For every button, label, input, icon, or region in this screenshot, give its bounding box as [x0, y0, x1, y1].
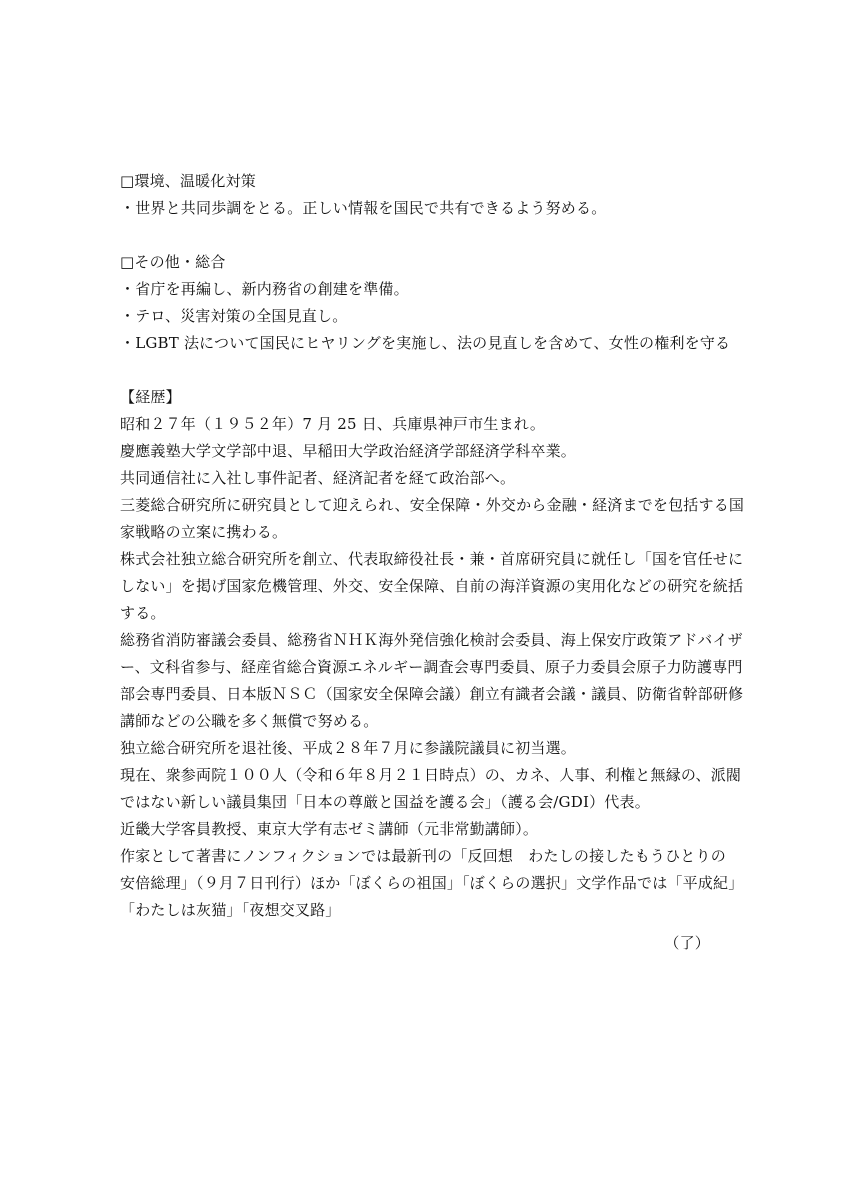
career-line: 慶應義塾大学文学部中退、早稲田大学政治経済学部経済学科卒業。: [120, 442, 577, 460]
career-line: ではない新しい議員集団「日本の尊厳と国益を護る会」（護る会/GDI）代表。: [120, 793, 650, 811]
career-line: 独立総合研究所を退社後、平成２８年７月に参議院議員に初当選。: [120, 739, 577, 757]
blank-line: [120, 222, 732, 249]
list-item: ・テロ、災害対策の全国見直し。: [120, 307, 348, 325]
career-line: 株式会社独立総合研究所を創立、代表取締役社長・兼・首席研究員に就任し「国を官任せに: [120, 550, 744, 568]
career-line: 三菱総合研究所に研究員として迎えられ、安全保障・外交から金融・経済までを包括する国: [120, 496, 745, 514]
list-item: ・世界と共同歩調をとる。正しい情報を国民で共有できるよう努める。: [120, 199, 607, 217]
career-line: 近畿大学客員教授、東京大学有志ゼミ講師（元非常勤講師）。: [120, 820, 539, 838]
career-line: 共同通信社に入社し事件記者、経済記者を経て政治部へ。: [120, 469, 516, 487]
career-line: 作家として著書にノンフィクションでは最新刊の「反回想 わたしの接したもうひとりの: [120, 847, 726, 865]
career-line: 安倍総理」（９月７日刊行）ほか「ぼくらの祖国」「ぼくらの選択」文学作品では「平成紀」: [120, 874, 744, 892]
career-line: 部会専門委員、日本版ＮＳＣ（国家安全保障会議）創立有識者会議・議員、防衛省幹部研修: [120, 685, 744, 703]
section-heading-environment: □環境、温暖化対策: [120, 172, 256, 190]
career-line: する。: [120, 604, 166, 622]
career-line: しない」を掲げ国家危機管理、外交、安全保障、自前の海洋資源の実用化などの研究を統括: [120, 577, 744, 595]
list-item: ・省庁を再編し、新内務省の創建を準備。: [120, 280, 409, 298]
document-body: [120, 168, 745, 957]
section-heading-other: □その他・総合: [120, 253, 226, 271]
career-line: 現在、衆参両院１００人（令和６年８月２１日時点）の、カネ、人事、利権と無縁の、派閥: [120, 766, 742, 784]
career-line: 家戦略の立案に携わる。: [120, 523, 288, 541]
section-heading-career: 【経歴】: [120, 388, 181, 406]
blank-line: [120, 357, 732, 384]
career-line: 昭和２７年（１９５２年）7 月 25 日、兵庫県神戸市生まれ。: [120, 415, 546, 433]
career-line: 講師などの公職を多く無償で努める。: [120, 712, 379, 730]
closing-mark: （了）: [664, 934, 710, 952]
list-item: ・LGBT 法について国民にヒヤリングを実施し、法の見直しを含めて、女性の権利を守る: [120, 334, 731, 352]
career-line: ー、文科省参与、経産省総合資源エネルギー調査会専門委員、原子力委員会原子力防護専門: [120, 658, 743, 676]
career-line: 総務省消防審議会委員、総務省ＮＨＫ海外発信強化検討会委員、海上保安庁政策アドバイザ: [120, 631, 743, 649]
career-line: 「わたしは灰猫」「夜想交叉路」: [120, 901, 341, 919]
